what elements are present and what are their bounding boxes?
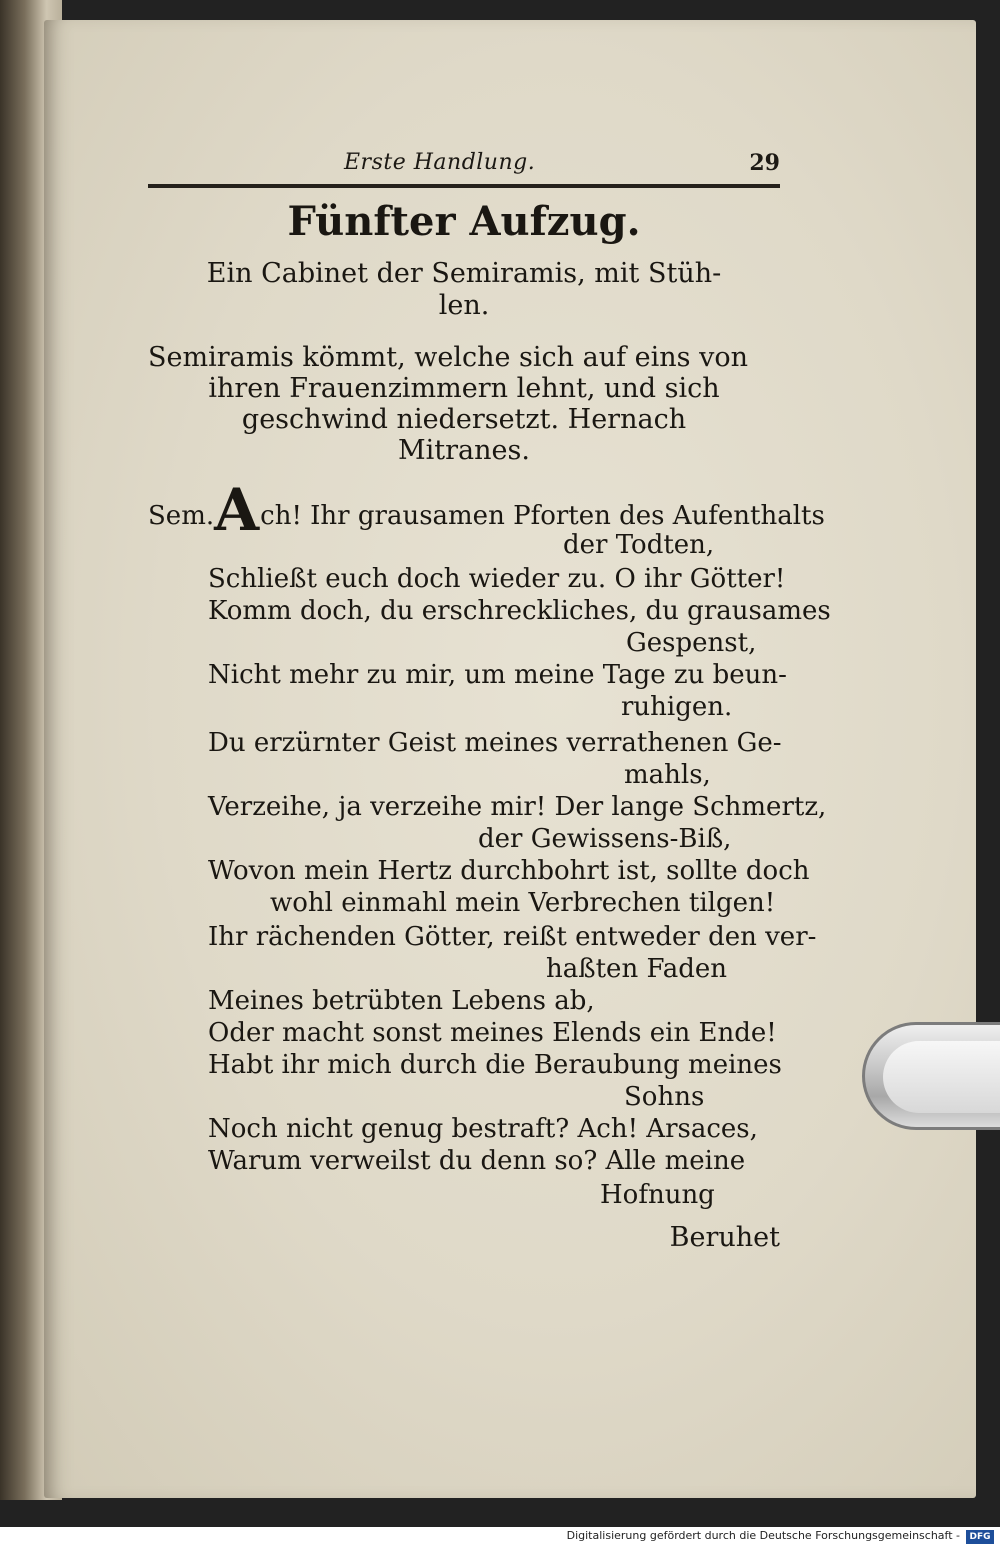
scene-setting — [148, 258, 780, 322]
verse-line: der Todten, — [563, 530, 715, 560]
verse-line: Habt ihr mich durch die Beraubung meines — [208, 1050, 782, 1080]
verse-line: Komm doch, du erschreckliches, du grausames — [208, 596, 831, 626]
page-number: 29 — [749, 150, 780, 176]
drop-cap: A — [214, 476, 260, 544]
verse-line-text: ch! Ihr grausamen Pforten des Aufenthalts — [260, 501, 825, 531]
catchword: Beruhet — [669, 1222, 780, 1253]
stage-direction-line: geschwind niedersetzt. Hernach — [241, 404, 687, 435]
stage-direction — [148, 342, 780, 466]
verse-line: ruhigen. — [621, 692, 733, 722]
dfg-logo-icon: DFG — [966, 1530, 994, 1544]
verse-line: Noch nicht genug bestraft? Ach! Arsaces, — [208, 1114, 758, 1144]
stage-direction-line: Mitranes. — [398, 435, 530, 466]
verse-line: Oder macht sonst meines Elends ein Ende! — [208, 1018, 777, 1048]
verse-line: Hofnung — [600, 1180, 715, 1210]
verse-line: mahls, — [624, 760, 711, 790]
verse-line: Du erzürnter Geist meines verrathenen Ge- — [208, 728, 782, 758]
verse-line: der Gewissens-Biß, — [478, 824, 732, 854]
verse-line: Sohns — [624, 1082, 705, 1112]
verse-line: wohl einmahl mein Verbrechen tilgen! — [270, 888, 776, 918]
footer-bar — [0, 1527, 1000, 1547]
header-rule — [148, 184, 780, 188]
stage-direction-line: ihren Frauenzimmern lehnt, und sich — [208, 373, 720, 404]
verse-line: haßten Faden — [546, 954, 728, 984]
verse-line: Gespenst, — [626, 628, 757, 658]
verse-line: Verzeihe, ja verzeihe mir! Der lange Schmertz, — [208, 792, 827, 822]
verse-line: Meines betrübten Lebens ab, — [208, 986, 595, 1016]
verse-line: Wovon mein Hertz durchbohrt ist, sollte doch — [208, 856, 810, 886]
scene-title: Fünfter Aufzug. — [287, 198, 641, 245]
footer-credit: Digitalisierung gefördert durch die Deutsche Forschungsgemeinschaft - — [566, 1529, 960, 1542]
page-clip — [862, 1022, 1000, 1130]
verse-line: Nicht mehr zu mir, um meine Tage zu beun- — [208, 660, 787, 690]
verse-line — [148, 476, 825, 544]
verse-line: Warum verweilst du denn so? Alle meine — [208, 1146, 746, 1176]
page-header — [148, 150, 780, 184]
speaker-label: Sem. — [148, 501, 215, 531]
page-clip-highlight — [883, 1041, 1000, 1113]
verse-line: Schließt euch doch wieder zu. O ihr Götter! — [208, 564, 786, 594]
setting-line: len. — [438, 290, 490, 321]
stage-direction-line: Semiramis kömmt, welche sich auf eins von — [148, 342, 749, 373]
running-head: Erste Handlung. — [344, 150, 536, 175]
verse-line: Ihr rächenden Götter, reißt entweder den ver- — [208, 922, 817, 952]
setting-line: Ein Cabinet der Semiramis, mit Stüh- — [206, 258, 722, 289]
